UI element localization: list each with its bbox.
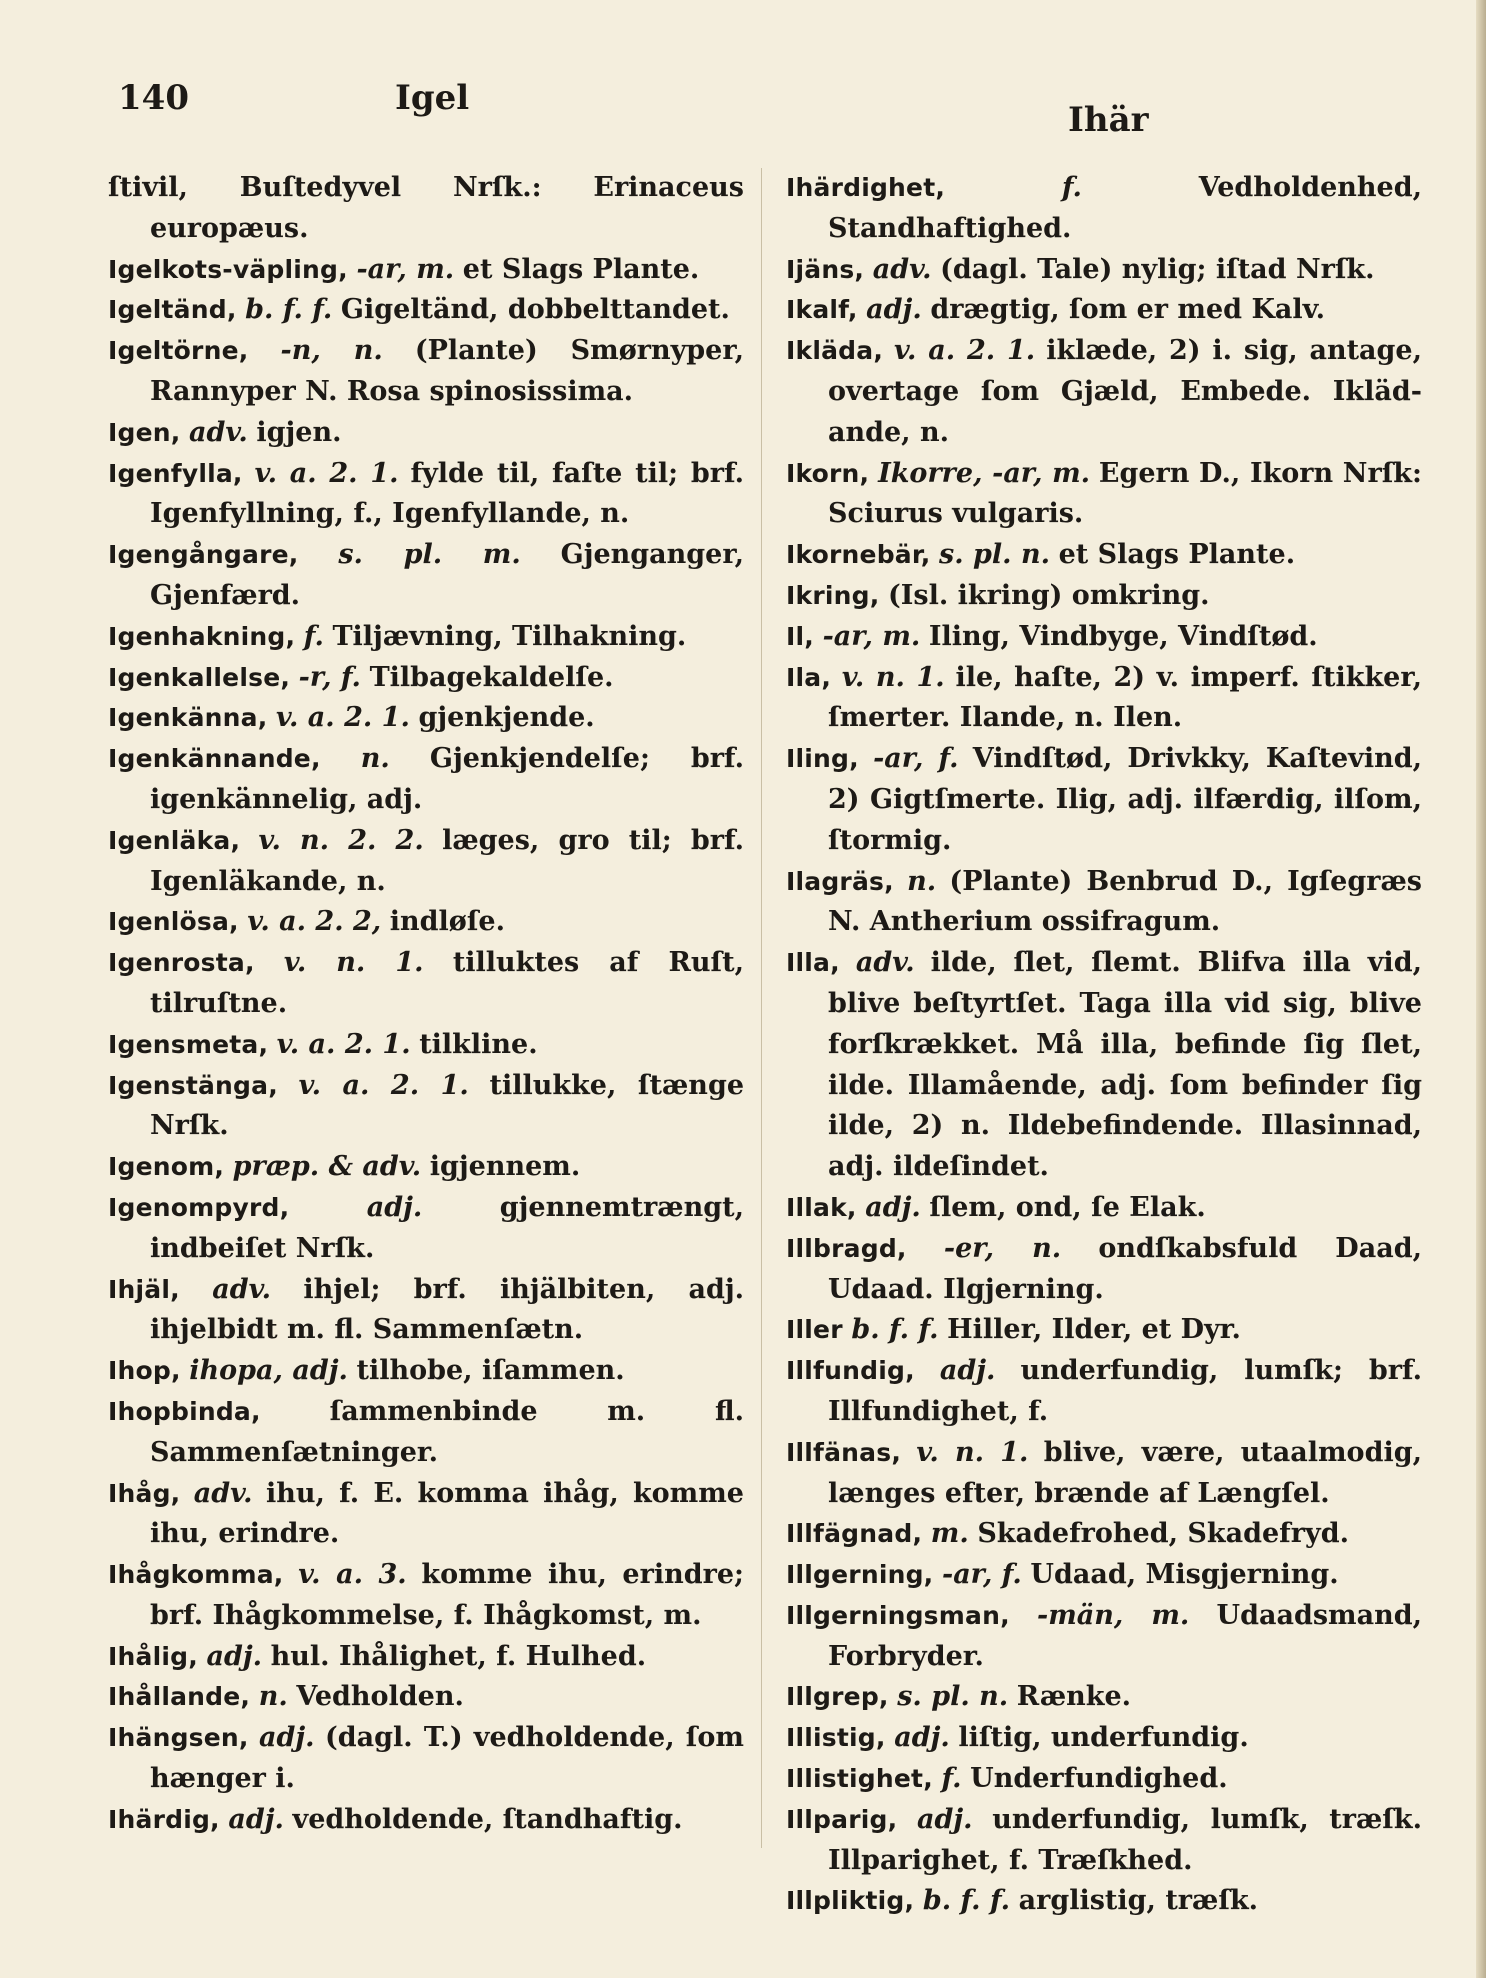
grammar-label: b. f. f. xyxy=(245,294,333,326)
grammar-label: v. n. 1. xyxy=(841,661,945,693)
dictionary-entry xyxy=(108,1555,744,1637)
definition: Vedholdenhed, Standhaftighed. xyxy=(828,172,1422,244)
left-column xyxy=(108,168,744,1841)
dictionary-entry xyxy=(786,535,1422,576)
headword: Igeltänd, xyxy=(108,295,237,325)
headword: Igenstänga, xyxy=(108,1070,278,1100)
headword: Ikalf, xyxy=(786,295,858,325)
dictionary-entry xyxy=(108,1025,744,1066)
headword: Igenkännande, xyxy=(108,744,321,774)
dictionary-entry xyxy=(786,331,1422,453)
definition: gjennemtrængt, indbeiſet Nrſk. xyxy=(150,1191,744,1264)
dictionary-entry xyxy=(786,1759,1422,1800)
definition: indløſe. xyxy=(389,906,506,938)
dictionary-entry xyxy=(108,1718,744,1800)
headword: Ijäns, xyxy=(786,254,865,284)
definition: Vindſtød, Drivkky, Kaſtevind, 2) Gigtſmerte. Ilig, adj. ilfærdig, ilſom, ſtormig. xyxy=(828,743,1422,856)
grammar-label: præp. & adv. xyxy=(232,1151,422,1183)
dictionary-entry xyxy=(108,1147,744,1188)
headword: Illfägnad, xyxy=(786,1519,923,1549)
dictionary-entry xyxy=(108,454,744,536)
grammar-label: -n, n. xyxy=(280,335,383,367)
headword: Illistig, xyxy=(786,1723,886,1753)
dictionary-entry xyxy=(108,821,744,903)
headword: Ihålig, xyxy=(108,1641,198,1671)
column-gutter xyxy=(761,168,762,1848)
grammar-label: -män, m. xyxy=(1037,1599,1190,1631)
definition: (Plante) Smørnyper, Rannyper N. Rosa spinosissima. xyxy=(150,335,744,407)
dictionary-entry xyxy=(108,1270,744,1352)
headword: Ihop, xyxy=(108,1356,181,1386)
dictionary-entry xyxy=(786,1310,1422,1351)
dictionary-entry xyxy=(786,1718,1422,1759)
headword: Igenrosta, xyxy=(108,948,255,978)
dictionary-entry xyxy=(786,1881,1422,1922)
dictionary-entry xyxy=(108,1188,744,1270)
dictionary-entry xyxy=(786,168,1422,250)
dictionary-entry xyxy=(786,1188,1422,1229)
definition: tilhobe, iſammen. xyxy=(356,1355,625,1387)
dictionary-entry xyxy=(108,290,744,331)
grammar-label: m. xyxy=(930,1518,969,1550)
dictionary-entry xyxy=(786,943,1422,1188)
dictionary-entry xyxy=(786,290,1422,331)
dictionary-entry xyxy=(108,1066,744,1148)
definition: tillukke, ſtænge Nrſk. xyxy=(150,1069,744,1142)
definition: Gigeltänd, dobbelttandet. xyxy=(340,294,730,326)
definition: igjennem. xyxy=(429,1151,581,1183)
definition: et Slags Plante. xyxy=(462,253,700,285)
grammar-label: Ikorre, -ar, m. xyxy=(878,457,1091,489)
headword: Illbragd, xyxy=(786,1233,907,1263)
definition: ihjel; brf. ihjälbiten, adj. ihjelbidt m. fl. Sammenſætn. xyxy=(150,1273,744,1346)
dictionary-entry xyxy=(108,1351,744,1392)
grammar-label: -ar, m. xyxy=(356,253,455,285)
definition: ondſkabsfuld Daad, Udaad. Ilgjerning. xyxy=(828,1232,1422,1305)
definition: liſtig, underfundig. xyxy=(958,1722,1249,1754)
headword: Igeltörne, xyxy=(108,336,249,366)
headword: Ihågkomma, xyxy=(108,1560,284,1590)
definition: Tilbagekaldelſe. xyxy=(369,661,614,693)
dictionary-entry xyxy=(108,739,744,821)
definition: underfundig, lumſk; brf. Illfundighet, f. xyxy=(828,1355,1422,1427)
headword: Il, xyxy=(786,621,814,651)
definition: Egern D., Ikorn Nrſk: Sciurus vulgaris. xyxy=(828,457,1422,530)
running-head-right: Ihär xyxy=(1068,100,1149,140)
dictionary-entry xyxy=(786,1555,1422,1596)
definition: Hiller, Ilder, et Dyr. xyxy=(947,1314,1241,1346)
definition: Underfundighed. xyxy=(970,1763,1228,1795)
dictionary-entry xyxy=(108,250,744,291)
headword: Ihållande, xyxy=(108,1682,251,1712)
definition: vedholdende, ſtandhaftig. xyxy=(292,1803,683,1835)
dictionary-entry xyxy=(786,1800,1422,1882)
definition: ſtivil, Buſtedyvel Nrſk.: Erinaceus europæus. xyxy=(108,172,744,244)
grammar-label: adj. xyxy=(865,1191,921,1223)
definition: ſammenbinde m. fl. Sammenſætninger. xyxy=(150,1395,744,1468)
page-number: 140 xyxy=(118,78,189,118)
headword: Ihåg, xyxy=(108,1478,181,1508)
grammar-label: v. n. 1. xyxy=(283,947,424,979)
headword: Ihopbinda, xyxy=(108,1396,261,1426)
grammar-label: adj. xyxy=(259,1722,315,1754)
headword: Ikläda, xyxy=(786,336,884,366)
dictionary-entry xyxy=(786,617,1422,658)
headword: Igen, xyxy=(108,417,181,447)
grammar-label: adv. xyxy=(193,1477,253,1509)
definition: arglistig, træſk. xyxy=(1018,1885,1259,1917)
grammar-label: b. f. f. xyxy=(922,1885,1010,1917)
dictionary-entry xyxy=(108,1474,744,1556)
grammar-label: adj. xyxy=(917,1803,973,1835)
dictionary-entry xyxy=(108,168,744,250)
dictionary-entry xyxy=(786,1229,1422,1311)
definition: ilde, ſlet, ſlemt. Blifva illa vid, blive beſtyrtſet. Taga illa vid sig, blive forſkrækket. Må illa, befinde ſig ſlet, ilde. Illamående, adj. ſom befinder ſig ilde, 2) n. Ildebefindende. Illasinnad, adj. ildeſindet. xyxy=(828,947,1422,1183)
grammar-label: s. pl. n. xyxy=(897,1681,1009,1713)
grammar-label: adj. xyxy=(366,1191,423,1223)
dictionary-entry xyxy=(108,1637,744,1678)
definition: Skadefrohed, Skadefryd. xyxy=(977,1518,1349,1550)
definition: (dagl. Tale) nylig; iſtad Nrſk. xyxy=(940,253,1375,285)
grammar-label: b. f. f. xyxy=(851,1314,939,1346)
grammar-label: adj. xyxy=(228,1803,284,1835)
grammar-label: v. a. 2. 2, xyxy=(247,906,382,938)
dictionary-entry xyxy=(108,1677,744,1718)
headword: Iling, xyxy=(786,744,859,774)
grammar-label: adv. xyxy=(855,947,915,979)
definition: fylde til, faſte til; brf. Igenfyllning, f., Igenfyllande, n. xyxy=(150,457,744,530)
dictionary-entry xyxy=(786,1351,1422,1433)
page-spine-shadow xyxy=(1476,0,1486,1978)
headword: Ila, xyxy=(786,662,832,692)
headword: Ikring, xyxy=(786,580,880,610)
dictionary-entry xyxy=(108,658,744,699)
dictionary-entry xyxy=(108,902,744,943)
grammar-label: v. n. 2. 2. xyxy=(258,824,424,856)
grammar-label: ihopa, adj. xyxy=(189,1355,348,1387)
definition: (Isl. ikring) omkring. xyxy=(888,579,1210,611)
definition: Udaad, Misgjerning. xyxy=(1030,1559,1339,1591)
headword: Ihärdighet, xyxy=(786,173,946,202)
grammar-label: adj. xyxy=(866,294,922,326)
grammar-label: n. xyxy=(360,743,390,775)
headword: Iller xyxy=(786,1315,843,1345)
headword: Illa, xyxy=(786,948,840,978)
definition: gjenkjende. xyxy=(418,702,595,734)
definition: Tiljævning, Tilhakning. xyxy=(332,620,687,652)
headword: Illgrep, xyxy=(786,1682,889,1712)
dictionary-entry xyxy=(108,1800,744,1841)
dictionary-entry xyxy=(786,739,1422,861)
headword: Ihängsen, xyxy=(108,1723,249,1753)
headword: Ilagräs, xyxy=(786,866,894,896)
headword: Illparig, xyxy=(786,1804,898,1834)
headword: Igenkallelse, xyxy=(108,662,291,692)
headword: Illgerning, xyxy=(786,1560,934,1590)
dictionary-entry xyxy=(108,698,744,739)
headword: Illfänas, xyxy=(786,1437,902,1467)
grammar-label: v. a. 2. 1. xyxy=(298,1069,469,1101)
definition: Vedholden. xyxy=(296,1681,464,1713)
grammar-label: n. xyxy=(258,1681,288,1713)
definition: blive, være, utaalmodig, længes efter, brænde af Længſel. xyxy=(828,1436,1422,1509)
headword: Ikornebär, xyxy=(786,540,931,570)
dictionary-entry xyxy=(786,862,1422,944)
definition: (dagl. T.) vedholdende, ſom hænger i. xyxy=(150,1722,744,1795)
definition: drægtig, ſom er med Kalv. xyxy=(930,294,1326,326)
dictionary-entry xyxy=(786,454,1422,536)
dictionary-entry xyxy=(786,576,1422,617)
definition: ile, haſte, 2) v. imperf. ſtikker, ſmerter. Ilande, n. Ilen. xyxy=(828,661,1423,734)
headword: Illak, xyxy=(786,1192,857,1222)
grammar-label: v. a. 2. 1. xyxy=(894,335,1036,367)
dictionary-entry xyxy=(108,413,744,454)
grammar-label: -er, n. xyxy=(943,1232,1062,1264)
definition: Gjenganger, Gjenfærd. xyxy=(150,539,744,611)
grammar-label: v. a. 2. 1. xyxy=(276,702,410,734)
grammar-label: s. pl. n. xyxy=(939,539,1050,571)
definition: Gjenkjendelſe; brf. igenkännelig, adj. xyxy=(150,743,744,815)
grammar-label: adj. xyxy=(939,1355,996,1387)
definition: ſlem, ond, ſe Elak. xyxy=(929,1191,1206,1223)
dictionary-entry xyxy=(786,1677,1422,1718)
grammar-label: adj. xyxy=(894,1722,950,1754)
grammar-label: n. xyxy=(907,865,937,897)
dictionary-entry xyxy=(786,1433,1422,1515)
running-head-left: Igel xyxy=(395,78,470,118)
dictionary-entry xyxy=(108,617,744,658)
headword: Igenfylla, xyxy=(108,458,243,488)
grammar-label: -ar, m. xyxy=(822,620,921,652)
grammar-label: adv. xyxy=(189,416,248,448)
headword: Igensmeta, xyxy=(108,1029,269,1059)
grammar-label: v. a. 2. 1. xyxy=(254,457,399,489)
grammar-label: f. xyxy=(1061,172,1082,203)
grammar-label: f. xyxy=(303,620,324,652)
definition: tilkline. xyxy=(419,1028,538,1060)
headword: Ihärdig, xyxy=(108,1804,220,1834)
headword: Illfundig, xyxy=(786,1356,915,1386)
headword: Igengångare, xyxy=(108,540,299,570)
definition: læges, gro til; brf. Igenläkande, n. xyxy=(150,824,744,897)
grammar-label: -ar, f. xyxy=(941,1559,1022,1591)
headword: Igenhakning, xyxy=(108,621,296,651)
headword: Igelkots-väpling, xyxy=(108,254,348,284)
dictionary-entry xyxy=(108,943,744,1025)
grammar-label: f. xyxy=(941,1763,962,1795)
definition: et Slags Plante. xyxy=(1058,539,1296,571)
grammar-label: s. pl. m. xyxy=(338,539,521,571)
grammar-label: v. a. 2. 1. xyxy=(276,1028,411,1060)
grammar-label: adj. xyxy=(206,1640,263,1672)
grammar-label: adv. xyxy=(212,1273,271,1305)
headword: Ikorn, xyxy=(786,458,870,488)
definition: Rænke. xyxy=(1016,1681,1132,1713)
headword: Illgerningsman, xyxy=(786,1600,1010,1630)
headword: Igenom, xyxy=(108,1152,225,1182)
headword: Igenlösa, xyxy=(108,907,239,937)
grammar-label: v. a. 3. xyxy=(298,1559,407,1591)
definition: igjen. xyxy=(256,416,342,448)
dictionary-entry xyxy=(786,1514,1422,1555)
definition: hul. Ihålighet, f. Hulhed. xyxy=(270,1640,647,1672)
definition: komme ihu, erindre; brf. Ihågkommelse, f. Ihågkomst, m. xyxy=(150,1559,744,1631)
definition: (Plante) Benbrud D., Igſegræs N. Antherium ossifragum. xyxy=(828,865,1422,938)
headword: Ihjäl, xyxy=(108,1274,180,1304)
dictionary-entry xyxy=(108,1392,744,1474)
dictionary-entry xyxy=(786,250,1422,291)
headword: Igenläka, xyxy=(108,825,241,855)
grammar-label: v. n. 1. xyxy=(916,1436,1029,1468)
grammar-label: -ar, f. xyxy=(873,743,959,775)
right-column xyxy=(786,168,1422,1922)
headword: Igenkänna, xyxy=(108,703,268,733)
grammar-label: -r, f. xyxy=(298,661,361,693)
definition: iklæde, 2) i. sig, antage, overtage ſom Gjæld, Embede. Iklädande, n. xyxy=(828,335,1422,448)
headword: Illpliktig, xyxy=(786,1886,915,1916)
dictionary-entry xyxy=(108,535,744,617)
definition: Iling, Vindbyge, Vindſtød. xyxy=(928,620,1318,652)
definition: ihu, f. E. komma ihåg, komme ihu, erindre. xyxy=(150,1477,744,1550)
headword: Illistighet, xyxy=(786,1764,933,1794)
definition: tilluktes af Ruſt, tilruſtne. xyxy=(150,947,744,1019)
dictionary-entry xyxy=(108,331,744,413)
dictionary-entry xyxy=(786,658,1422,740)
headword: Igenompyrd, xyxy=(108,1192,290,1222)
grammar-label: adv. xyxy=(872,253,932,285)
definition: underfundig, lumſk, træſk. Illparighet, f. Træſkhed. xyxy=(828,1803,1422,1876)
dictionary-entry xyxy=(786,1596,1422,1678)
definition: Udaadsmand, Forbryder. xyxy=(828,1599,1422,1672)
